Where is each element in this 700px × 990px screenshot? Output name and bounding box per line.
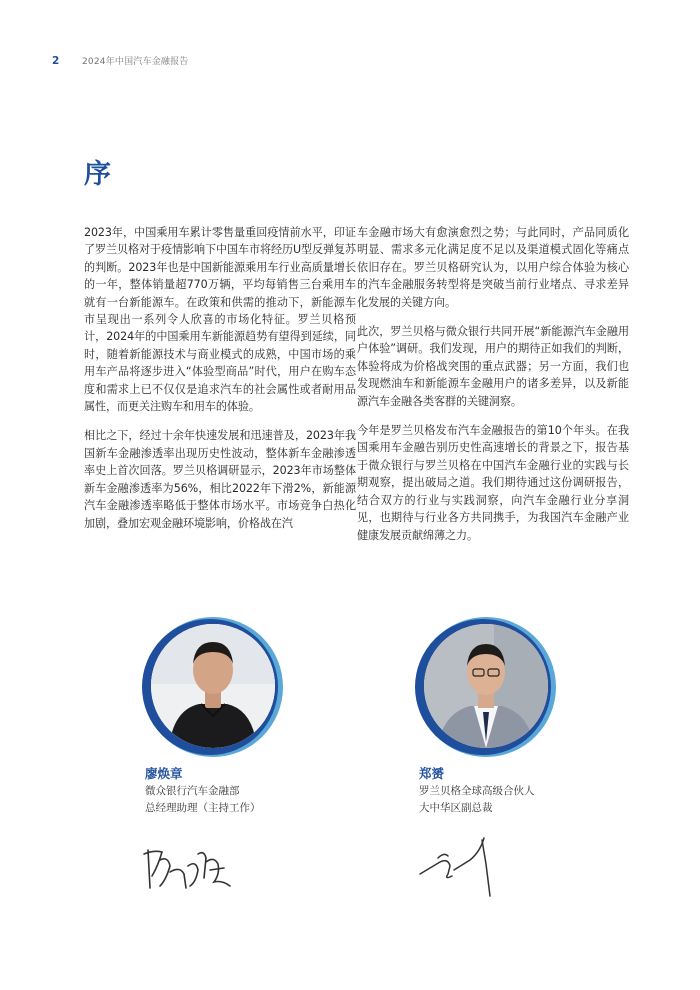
person-photo-2 [424,624,548,748]
author-portrait-2 [413,614,559,760]
paragraph: 相比之下，经过十余年快速发展和迅速普及，2023年我国新车金融渗透率出现历史性波动，整体新车金融渗透率史上首次回落。罗兰贝格调研显示，2023年市场整体新车金融渗透率为56%，相比2022年下滑2%，新能源汽车金融渗透率略低于整体市场水平。市场竞争白热化加剧，叠加宏观金融环境影响，价格战在汽 [84,429,356,530]
signature-2 [414,830,504,902]
signature-1 [140,836,235,896]
page-header [52,54,189,67]
author-portrait-1 [140,614,286,760]
author-title-2 [419,783,535,817]
author-title-line: 微众银行汽车金融部 [145,785,240,797]
right-column [357,224,629,556]
running-title: 2024年中国汽车金融报告 [82,57,189,67]
author-title-1 [145,783,261,817]
paragraph: 车金融市场大有愈演愈烈之势；与此同时，产品同质化明显、需求多元化满足度不足以及渠道模式固化等痛点依旧存在。罗兰贝格研究认为，以用户综合体验为核心的汽车金融服务转型将是突破当前行业堵点、寻求差异化发展的关键方向。 [357,226,629,309]
person-photo-1 [151,624,275,748]
page-number: 2 [52,54,60,67]
paragraph: 此次，罗兰贝格与微众银行共同开展“新能源汽车金融用户体验”调研。我们发现，用户的期待正如我们的判断，体验将成为价格战突围的重点武器；另一方面，我们也发现燃油车和新能源车金融用户的诸多差异，以及新能源汽车金融各类客群的关键洞察。 [357,325,629,408]
paragraph: 今年是罗兰贝格发布汽车金融报告的第10个年头。在我国乘用车金融告别历史性高速增长的背景之下，报告基于微众银行与罗兰贝格在中国汽车金融行业的实践与长期观察，提出破局之道。我们期待通过这份调研报告，结合双方的行业与实践洞察，向汽车金融行业分享洞见，也期待与行业各方共同携手，为我国汽车金融产业健康发展贡献绵薄之力。 [357,424,629,542]
author-title-line: 罗兰贝格全球高级合伙人 [419,785,535,797]
section-title: 序 [84,159,111,190]
paragraph: 2023年，中国乘用车累计零售量重回疫情前水平，印证了罗兰贝格对于疫情影响下中国车市将经历U型反弹复苏的判断。2023年也是中国新能源乘用车行业高质量增长的一年，整体销量超770万辆，平均每销售三台乘用车就有一台新能源车。在政策和供需的推动下，新能源车市呈现出一系列令人欣喜的市场化特征。罗兰贝格预计，2024年的中国乘用车新能源趋势有望得到延续，同时，随着新能源技术与商业模式的成熟，中国市场的乘用车产品将逐步进入“体验型商品”时代，用户在购车态度和需求上已不仅仅是追求汽车的社会属性或者耐用品属性，而更关注购车和用车的体验。 [84,226,356,414]
author-title-line: 总经理助理（主持工作） [145,802,261,814]
author-name-1: 廖焕章 [145,766,183,781]
author-name-2: 郑赟 [419,766,445,781]
author-title-line: 大中华区副总裁 [419,802,493,814]
left-column [84,224,356,544]
